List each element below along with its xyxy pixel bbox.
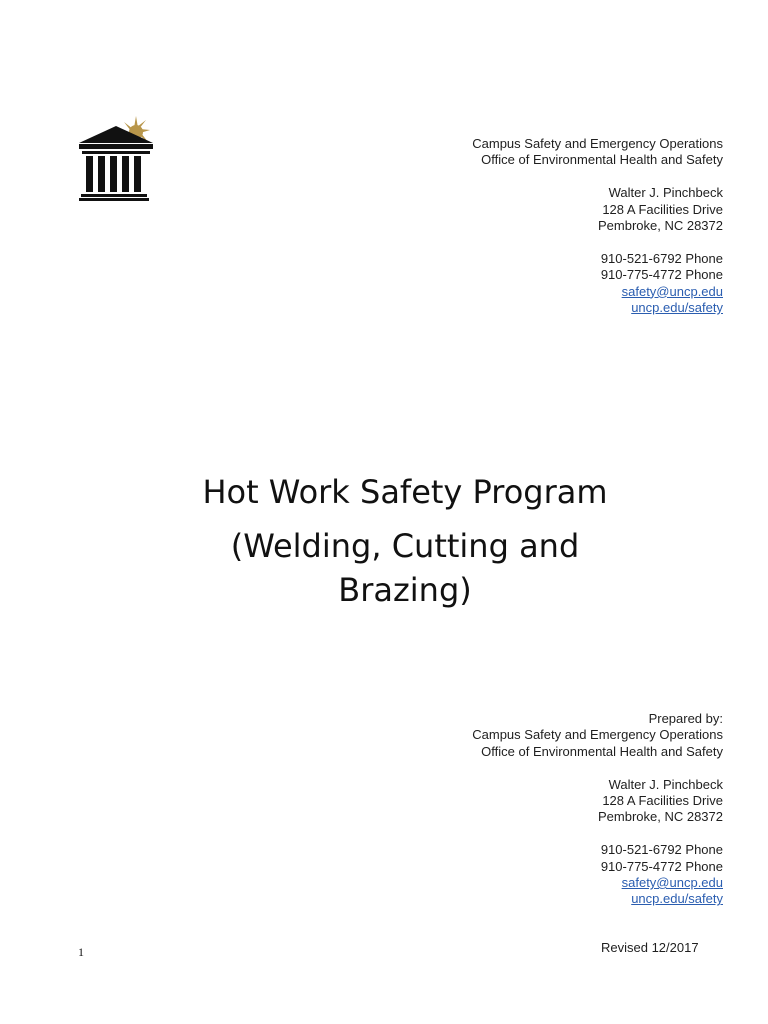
office-name: Office of Environmental Health and Safety (481, 743, 723, 759)
phone-number: 910-775-4772 Phone (600, 858, 723, 874)
email-link[interactable]: safety@uncp.edu (621, 283, 723, 299)
prepared-by-block (472, 711, 723, 908)
contact-name: Walter J. Pinchbeck (608, 776, 723, 792)
revision-date: Revised 12/2017 (601, 940, 699, 955)
title-line-2: (Welding, Cutting and Brazing) (230, 527, 580, 609)
address-line1: 128 A Facilities Drive (602, 793, 723, 809)
phone-number: 910-521-6792 Phone (600, 250, 723, 266)
phone-number: 910-521-6792 Phone (600, 842, 723, 858)
document-title (0, 470, 768, 612)
website-link[interactable]: uncp.edu/safety (631, 300, 723, 316)
department-name: Campus Safety and Emergency Operations (472, 136, 723, 151)
email-link[interactable]: safety@uncp.edu (621, 875, 723, 891)
address-line2: Pembroke, NC 28372 (597, 218, 723, 234)
title-line-1: Hot Work Safety Program (202, 473, 608, 511)
university-columns-logo-icon (76, 114, 158, 204)
address-line1: 128 A Facilities Drive (602, 201, 723, 217)
department-name: Campus Safety and Emergency Operations (472, 727, 723, 743)
office-name: Office of Environmental Health and Safety (481, 152, 723, 168)
header-contact-block (472, 136, 723, 316)
page-number: 1 (78, 945, 84, 959)
address-line2: Pembroke, NC 28372 (597, 809, 723, 825)
university-logo (76, 114, 158, 204)
prepared-by-label: Prepared by: (648, 711, 723, 726)
website-link[interactable]: uncp.edu/safety (631, 891, 723, 907)
contact-name: Walter J. Pinchbeck (608, 185, 723, 201)
phone-number: 910-775-4772 Phone (600, 267, 723, 283)
